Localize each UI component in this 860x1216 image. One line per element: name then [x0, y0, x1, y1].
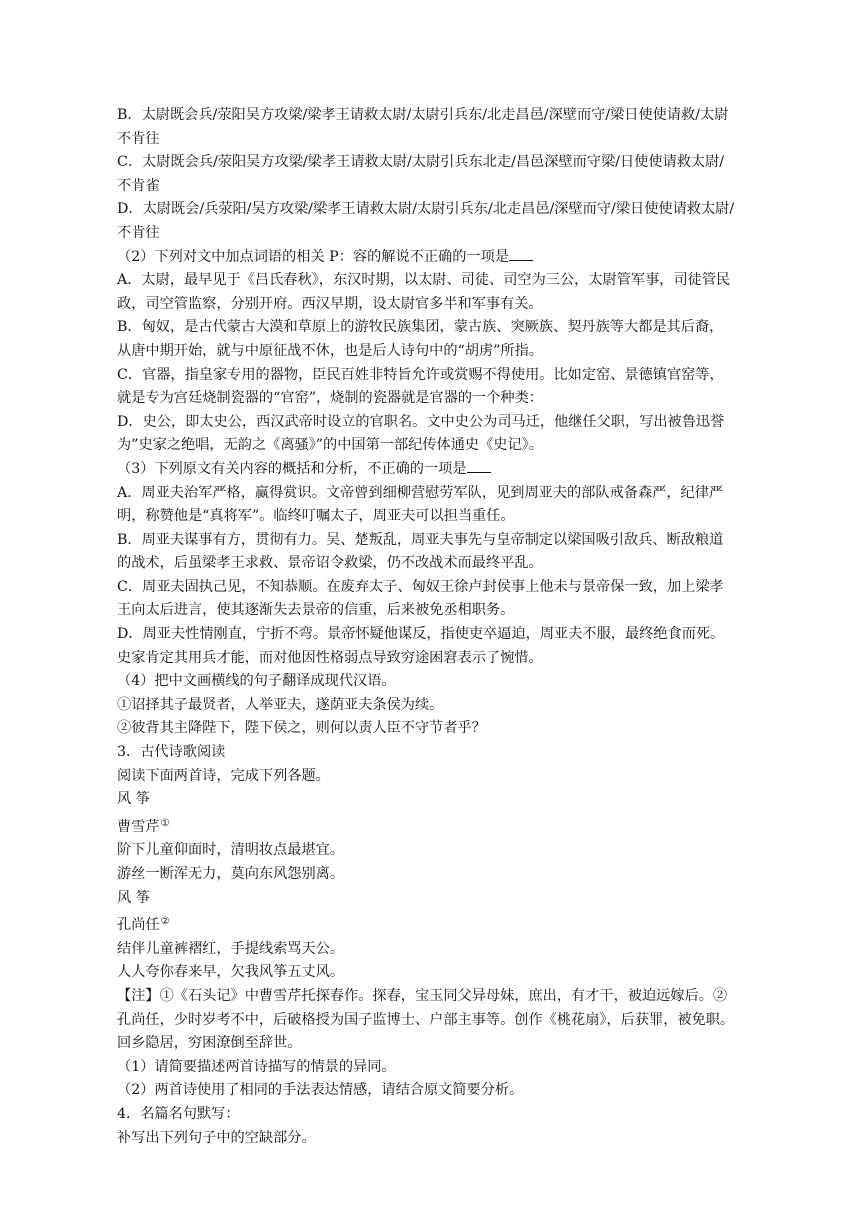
option-d: D．太尉既会/兵荥阳/吴方攻梁/梁孝王请救太尉/太尉引兵东/北走昌邑/深壁而守/梁日使使请救太尉/不肯往: [117, 201, 735, 241]
question-3-option-c: C．周亚夫固执己见，不知恭顺。在废弃太子、匈奴王徐卢封侯事上他未与景帝保一致，加上梁孝王向太后进言，使其逐渐失去景帝的信重，后来被免丞相职务。: [117, 578, 724, 619]
question-2-option-b: B．匈奴，是古代蒙古大漠和草原上的游牧民族集团，蒙古族、突厥族、契丹族等大都是其后裔，从唐中期开始，就与中原征战不休，也是后人诗句中的“胡虏”所指。: [117, 319, 724, 359]
section-4-heading: 4．名篇名句默写：: [117, 1105, 240, 1122]
question-2-stem: [117, 246, 737, 270]
question-3-option-a: A．周亚夫治军严格，赢得赏识。文帝曾到细柳营慰劳军队，见到周亚夫的部队戒备森严，纪律严明，称赞他是“真将军”。临终叮嘱太子，周亚夫可以担当重任。: [117, 484, 724, 525]
question-3-text: （3）下列原文有关内容的概括和分析，不正确的一项是: [117, 460, 467, 477]
translation-sentence-1: ①诏择其子最贤者，人举亚夫，遂荫亚夫条侯为续。: [117, 696, 444, 713]
poem-1-title: 风 筝: [117, 791, 150, 808]
question-2-option-c: C．官器，指皇家专用的器物，臣民百姓非特旨允许或赏赐不得使用。比如定窑、景德镇官窑等，就是专为宫廷烧制瓷器的“官窑”，烧制的瓷器就是官器的一个种类：: [117, 366, 724, 407]
question-2-option-d: D．史公，即太史公，西汉武帝时设立的官职名。文中史公为司马迁，他继任父职，写出被鲁迅誉为”史家之绝唱，无韵之《离骚》”的中国第一部纪传体通史《史记》。: [117, 413, 725, 454]
poem-1-author: [117, 812, 737, 840]
question-3-stem: [117, 458, 737, 482]
poem-2-line-2: 人人夸你春来早，欠我风筝五丈风。: [117, 964, 345, 981]
option-c: C．太尉既会兵/荥阳吴方攻梁/梁孝王请救太尉/太尉引兵东北走/昌邑深壁而守梁/日使使请救太尉/不肯雀: [117, 154, 725, 194]
question-2-option-a: A．太尉，最早见于《吕氏春秋》，东汉时期，以太尉、司徒、司空为三公，太尉管军事，司徒管民政，司空管监察，分别开府。西汉早期，设太尉官多半和军事有关。: [117, 272, 731, 312]
question-4-stem: （4）把中文画横线的句子翻译成现代汉语。: [117, 673, 396, 690]
footnote-mark-1: ①: [160, 817, 170, 829]
poem-1-author-name: 曹雪芹: [117, 818, 160, 835]
footnote-mark-2: ②: [160, 916, 170, 928]
answer-blank: [509, 246, 533, 261]
poem-1-line-2: 游丝一断浑无力，莫向东风怨别离。: [117, 866, 345, 882]
poem-question-2: （2）两首诗使用了相同的手法表达情感，请结合原文简要分析。: [117, 1082, 524, 1099]
document-page: [117, 104, 737, 1150]
poem-2-line-1: 结伴儿童裤褶红，手提线索骂天公。: [117, 940, 345, 957]
option-b: B．太尉既会兵/荥阳吴方攻梁/梁孝王请救太尉/太尉引兵东/北走昌邑/深壁而守/梁日使使请救/太尉不肯往: [117, 107, 729, 147]
question-3-option-d: D．周亚夫性情刚直，宁折不弯。景帝怀疑他谋反，指使吏卒逼迫，周亚夫不服，最终绝食而死。史家肯定其用兵才能，而对他因性格弱点导致穷途困窘表示了惋惜。: [117, 626, 725, 666]
poem-2-title: 风 筝: [117, 889, 150, 906]
section-3-heading: 3．古代诗歌阅读: [117, 744, 226, 761]
poem-2-author: [117, 910, 737, 938]
poem-1-line-1: 阶下儿童仰面时，清明妆点最堪宜。: [117, 842, 345, 859]
poem-notes: 【注】①《石头记》中曹雪芹托探春作。探春，宝玉同父异母妹，庶出，有才干，被迫远嫁后。②孔尚任，少时岁考不中，后破格授为国子监博士、户部主事等。创作《桃花扇》，后获罪，被免职。回乡隐居，穷困潦倒至辞世。: [117, 987, 735, 1052]
translation-sentence-2: ②彼背其主降陛下，陛下侯之，则何以责人臣不守节者乎？: [117, 720, 486, 737]
answer-blank: [467, 458, 491, 473]
section-3-intro: 阅读下面两首诗，完成下列各题。: [117, 767, 330, 784]
poem-question-1: （1）请简要描述两首诗描写的情景的异同。: [117, 1058, 396, 1075]
section-4-instruction: 补写出下列句子中的空缺部分。: [117, 1129, 316, 1146]
question-3-option-b: B．周亚夫谋事有方，贯彻有力。吴、楚叛乱，周亚夫事先与皇帝制定以梁国吸引敌兵、断敌粮道的战术，后虽梁孝王求救、景帝诏令救梁，仍不改战术而最终平乱。: [117, 531, 724, 572]
question-2-text: （2）下列对文中加点词语的相关 P：容的解说不正确的一项是: [117, 248, 509, 265]
poem-2-author-name: 孔尚任: [117, 917, 160, 934]
